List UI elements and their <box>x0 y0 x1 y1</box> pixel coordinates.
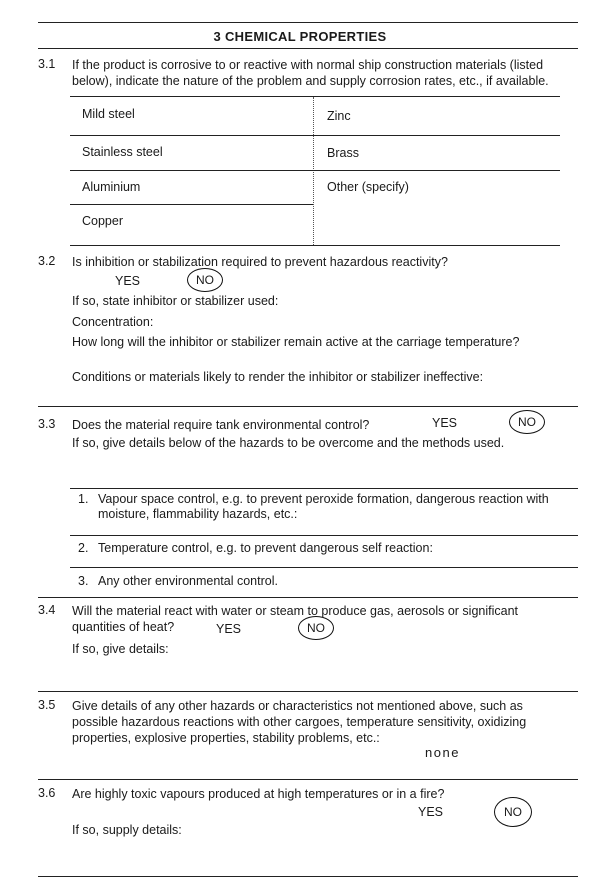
q35-question: Give details of any other hazards or characteristics not mentioned above, such as possible hazardous reactions with other cargoes, temperature sensitivity, oxidizing properties, explosive properties, stability problems, etc.: <box>72 699 527 745</box>
q31-question: If the product is corrosive to or reactive with normal ship construction materials (listed below), indicate the nature of the problem and supply corrosion rates, etc., if available. <box>72 58 549 88</box>
q32-number: 3.2 <box>38 254 56 268</box>
q33-item2-number: 2. <box>78 541 89 555</box>
material-zinc: Zinc <box>327 109 351 123</box>
q34-details-line: If so, give details: <box>72 642 169 656</box>
q34-no-circled[interactable]: NO <box>298 616 334 640</box>
section-title: 3 CHEMICAL PROPERTIES <box>213 29 387 44</box>
rule-33-item1 <box>70 488 578 489</box>
q33-item1-number: 1. <box>78 492 89 506</box>
q36-question: Are highly toxic vapours produced at high temperatures or in a fire? <box>72 787 445 801</box>
q36-no-circled[interactable]: NO <box>494 797 532 827</box>
q32-question: Is inhibition or stabilization required to prevent hazardous reactivity? <box>72 255 448 269</box>
q33-question: Does the material require tank environmental control? <box>72 418 370 432</box>
table-rule-bottom <box>70 245 560 246</box>
q33-item3-number: 3. <box>78 574 89 588</box>
table-rule-3 <box>70 204 313 205</box>
q31-number: 3.1 <box>38 57 56 71</box>
material-stainless-steel: Stainless steel <box>82 145 163 159</box>
top-rule <box>38 22 578 23</box>
q33-details-line: If so, give details below of the hazards to be overcome and the methods used. <box>72 436 505 450</box>
q32-inhibitor-line: If so, state inhibitor or stabilizer used: <box>72 294 279 308</box>
q32-duration-line: How long will the inhibitor or stabilizer remain active at the carriage temperature? <box>72 335 520 349</box>
q36-yes-option[interactable]: YES <box>418 805 444 819</box>
table-divider <box>313 97 314 245</box>
rule-33-item3 <box>70 567 578 568</box>
table-rule-top <box>70 96 560 97</box>
rule-33-item2 <box>70 535 578 536</box>
table-rule-2 <box>70 170 560 171</box>
rule-35 <box>38 691 578 692</box>
q32-concentration-line: Concentration: <box>72 315 154 329</box>
q33-no-circled[interactable]: NO <box>509 410 545 434</box>
q36-number: 3.6 <box>38 786 56 800</box>
q33-item2-text: Temperature control, e.g. to prevent dangerous self reaction: <box>98 541 433 555</box>
bottom-rule <box>38 876 578 877</box>
rule-34 <box>38 597 578 598</box>
q36-details-line: If so, supply details: <box>72 823 182 837</box>
q33-yes-option[interactable]: YES <box>432 416 458 430</box>
q34-question: Will the material react with water or steam to produce gas, aerosols or significant quantities of heat? <box>72 604 519 634</box>
rule-36 <box>38 779 578 780</box>
material-copper: Copper <box>82 214 123 228</box>
q33-number: 3.3 <box>38 417 56 431</box>
q34-number: 3.4 <box>38 603 56 617</box>
q32-conditions-line: Conditions or materials likely to render the inhibitor or stabilizer ineffective: <box>72 370 484 384</box>
rule-33 <box>38 406 578 407</box>
material-brass: Brass <box>327 146 359 160</box>
table-rule-1 <box>70 135 560 136</box>
q33-item1-text: Vapour space control, e.g. to prevent peroxide formation, dangerous reaction with moisture, flammability hazards, etc.: <box>98 492 549 521</box>
title-rule <box>38 48 578 49</box>
q33-item3-text: Any other environmental control. <box>98 574 278 588</box>
q32-yes-option[interactable]: YES <box>115 274 141 288</box>
q32-no-circled[interactable]: NO <box>187 268 223 292</box>
material-other: Other (specify) <box>327 180 409 194</box>
q35-number: 3.5 <box>38 698 56 712</box>
material-aluminium: Aluminium <box>82 180 141 194</box>
q35-answer: none <box>425 745 460 760</box>
q34-yes-option[interactable]: YES <box>216 622 242 636</box>
material-mild-steel: Mild steel <box>82 107 135 121</box>
